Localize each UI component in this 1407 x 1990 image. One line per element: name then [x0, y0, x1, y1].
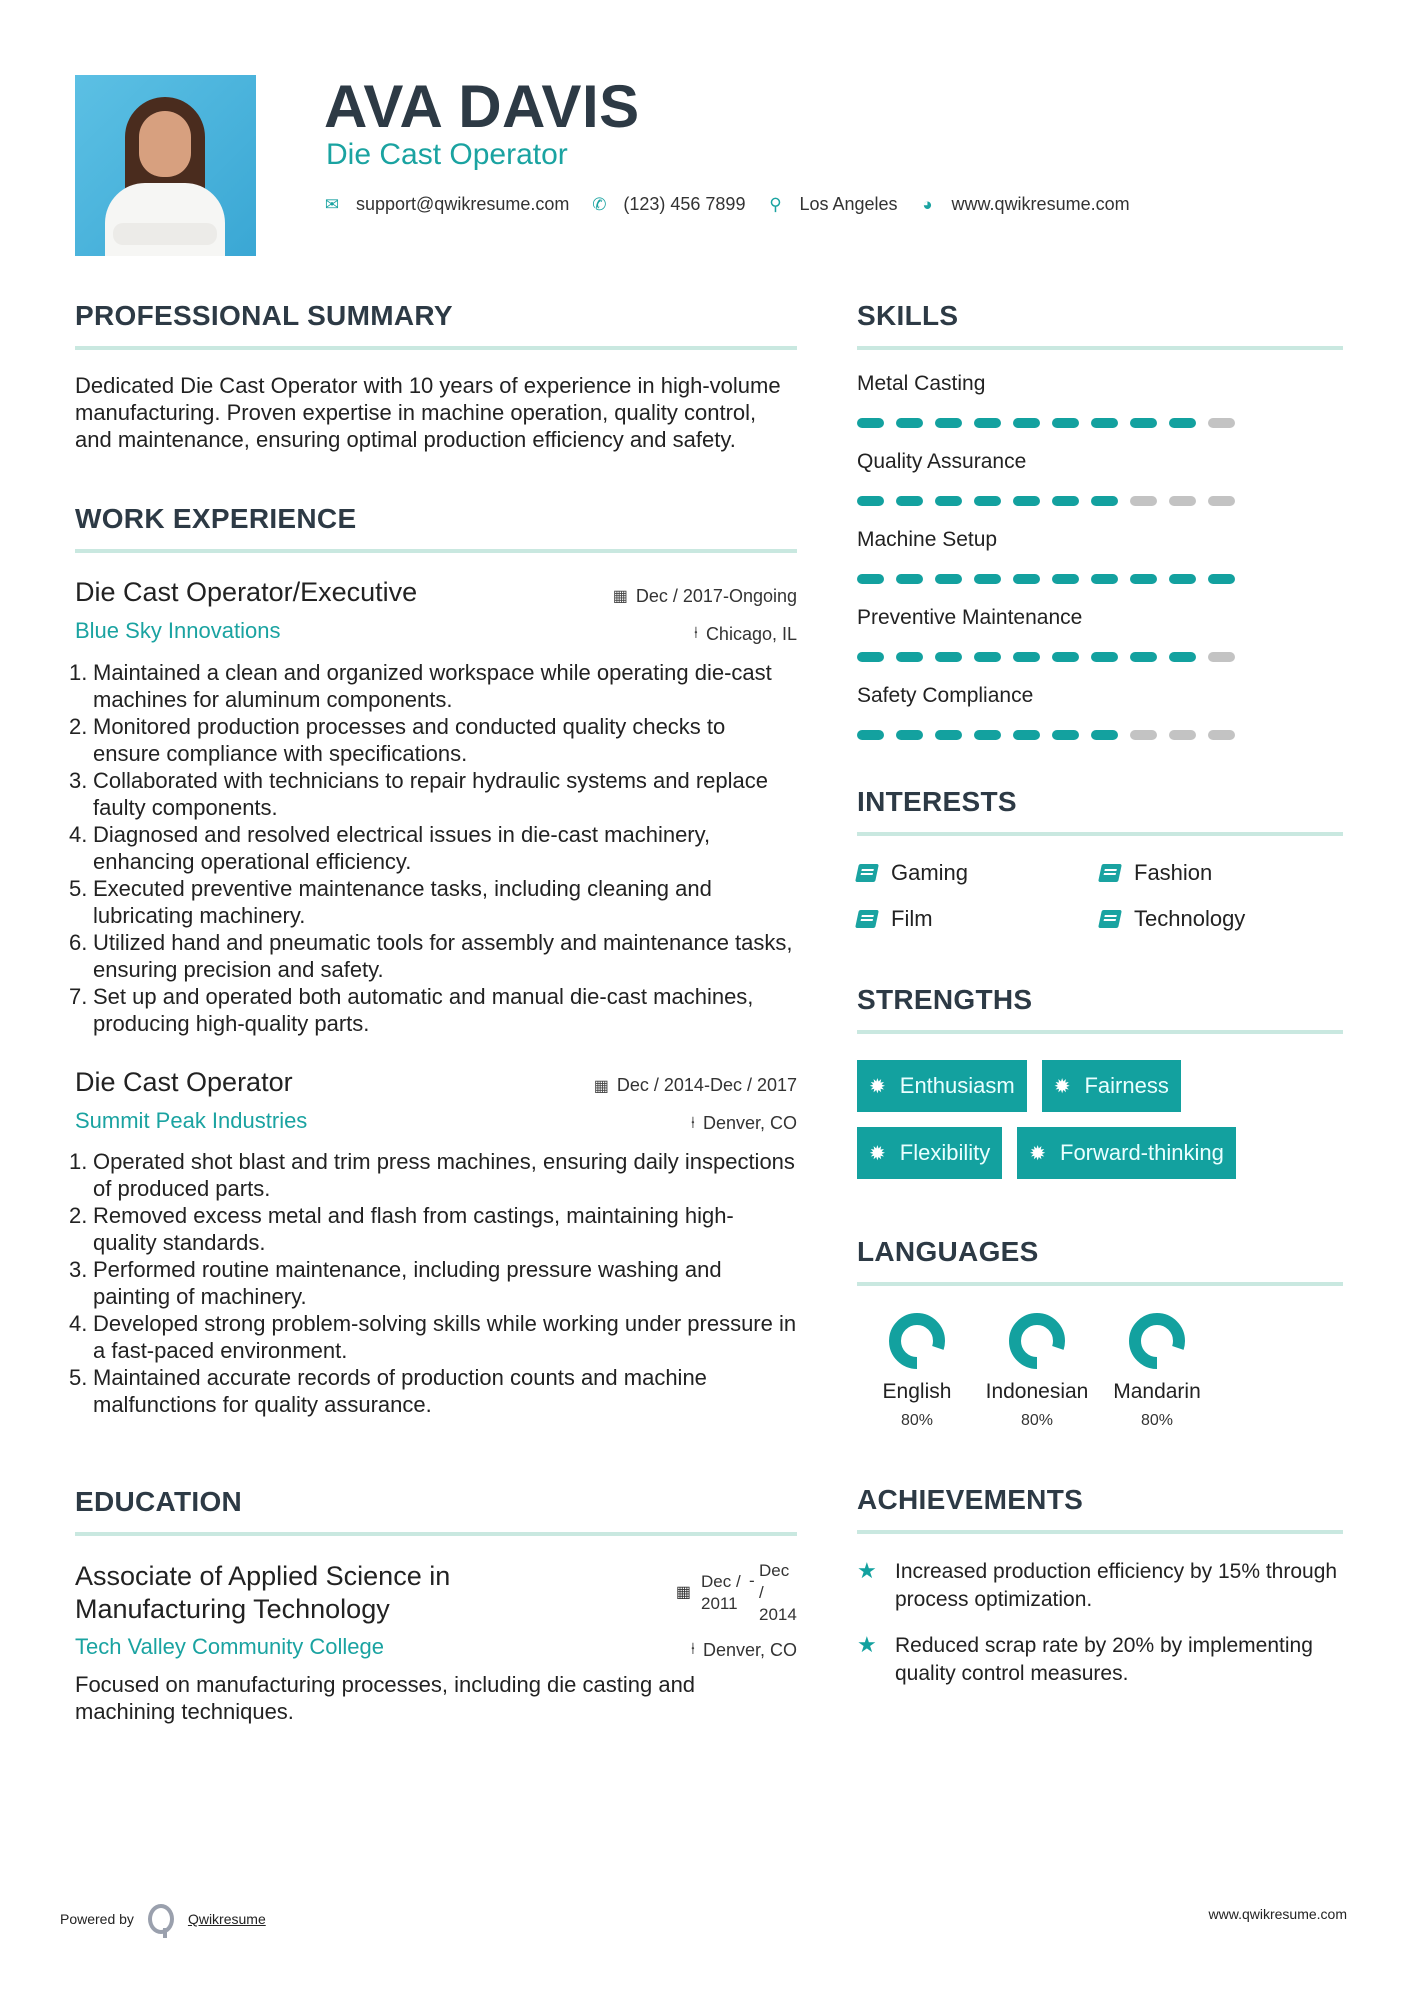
- job-date: ▦ Dec / 2017-Ongoing: [612, 585, 797, 606]
- rating-dot: [857, 418, 884, 428]
- contact-row: [324, 194, 1152, 215]
- brand-link[interactable]: Qwikresume: [187, 1911, 266, 1927]
- rating-dot: [1052, 418, 1079, 428]
- left-column: [75, 300, 797, 1725]
- skills-section: [857, 300, 1343, 740]
- edu-date: ▦ Dec / 2011 Dec / 2014 -: [675, 1561, 797, 1624]
- edu-degree: Associate of Applied Science in Manufacturing Technology: [75, 1561, 451, 1624]
- edu-school: Tech Valley Community College: [75, 1634, 384, 1659]
- language-name: Mandarin: [1113, 1380, 1201, 1403]
- interest-item: Fashion: [1100, 860, 1343, 886]
- rating-dot: [1013, 496, 1040, 506]
- rating-dot: [1052, 496, 1079, 506]
- language-name: Indonesian: [985, 1380, 1089, 1403]
- divider: [857, 1282, 1343, 1286]
- languages-heading: LANGUAGES: [857, 1236, 1039, 1267]
- rating-dot: [974, 418, 1001, 428]
- experience-heading: WORK EXPERIENCE: [75, 503, 357, 534]
- globe-icon: ◕: [922, 194, 933, 214]
- language-percent: 80%: [900, 1412, 934, 1429]
- right-column: [857, 300, 1343, 1688]
- skill-name: Metal Casting: [857, 372, 986, 395]
- list-item: Performed routine maintenance, including pressure washing and painting of machinery.: [93, 1257, 722, 1309]
- rating-dot: [935, 730, 962, 740]
- contact-phone[interactable]: ✆ (123) 456 7899: [592, 194, 746, 214]
- edu-location: ⍿ Denver, CO: [690, 1639, 797, 1660]
- divider: [857, 1030, 1343, 1034]
- rating-dot: [1091, 418, 1118, 428]
- strength-tag: ✹ Flexibility: [857, 1127, 1002, 1179]
- language-progress-ring: [1128, 1312, 1186, 1370]
- rating-dot: [857, 574, 884, 584]
- rating-dot: [935, 418, 962, 428]
- job-role: Die Cast Operator: [75, 1066, 293, 1097]
- divider: [857, 346, 1343, 350]
- list-item: Monitored production processes and conducted quality checks to ensure compliance with specifications.: [93, 713, 726, 766]
- interest-item: Technology: [1100, 906, 1343, 932]
- pin-icon: ⍿: [693, 625, 698, 642]
- book-icon: [855, 910, 879, 928]
- rating-dot: [1052, 574, 1079, 584]
- list-item: Maintained a clean and organized workspace while operating die-cast machines for aluminum components.: [93, 659, 772, 712]
- rating-dot: [1013, 730, 1040, 740]
- rating-dot: [1169, 418, 1196, 428]
- calendar-icon: ▦: [675, 1584, 691, 1601]
- summary-heading: PROFESSIONAL SUMMARY: [75, 300, 453, 331]
- contact-email[interactable]: ✉ support@qwikresume.com: [324, 194, 570, 214]
- divider: [75, 549, 797, 553]
- rating-dot: [1130, 496, 1157, 506]
- job-company: Summit Peak Industries: [75, 1107, 308, 1133]
- achievements-heading: ACHIEVEMENTS: [857, 1484, 1084, 1515]
- language-item: [857, 1312, 977, 1430]
- achievement-item: ★ Increased production efficiency by 15% through process optimization.: [857, 1558, 1343, 1614]
- job-duties: [75, 659, 797, 1037]
- rating-dot: [857, 652, 884, 662]
- book-icon: [855, 864, 879, 882]
- rating-dot: [1013, 574, 1040, 584]
- rating-dot: [1208, 418, 1235, 428]
- divider: [857, 1530, 1343, 1534]
- rating-dot: [1208, 652, 1235, 662]
- skill-item: [857, 606, 1343, 662]
- rating-dot: [974, 730, 1001, 740]
- badge-icon: ✹: [869, 1142, 886, 1165]
- rating-dot: [896, 496, 923, 506]
- rating-dot: [1052, 730, 1079, 740]
- list-item: Executed preventive maintenance tasks, including cleaning and lubricating machinery.: [93, 875, 712, 928]
- rating-dot: [1208, 496, 1235, 506]
- interest-item: Gaming: [857, 860, 1100, 886]
- rating-dot: [1091, 730, 1118, 740]
- rating-dot: [935, 496, 962, 506]
- rating-dot: [1130, 574, 1157, 584]
- strengths-section: [857, 984, 1343, 1194]
- rating-dot: [896, 652, 923, 662]
- job-location: ⍿ Chicago, IL: [693, 623, 797, 644]
- job-date: ▦ Dec / 2014-Dec / 2017: [593, 1075, 797, 1095]
- footer-powered-by: Powered by Qwikresume: [60, 1904, 266, 1934]
- rating-dot: [857, 730, 884, 740]
- profile-photo: [75, 75, 256, 256]
- language-progress-ring: [1008, 1312, 1066, 1370]
- list-item: Removed excess metal and flash from castings, maintaining high-quality standards.: [93, 1203, 734, 1255]
- divider: [857, 832, 1343, 836]
- rating-dot: [1130, 652, 1157, 662]
- star-icon: ★: [857, 1558, 877, 1583]
- skill-name: Safety Compliance: [857, 684, 1034, 707]
- rating-dot: [1130, 730, 1157, 740]
- list-item: Utilized hand and pneumatic tools for assembly and maintenance tasks, ensuring precision and safety.: [93, 929, 793, 982]
- language-item: [977, 1312, 1097, 1430]
- skill-rating: [857, 496, 1343, 506]
- edu-description: Focused on manufacturing processes, including die casting and machining techniques.: [75, 1671, 696, 1724]
- rating-dot: [1169, 730, 1196, 740]
- qwikresume-logo-icon: [148, 1904, 174, 1934]
- rating-dot: [857, 496, 884, 506]
- skill-rating: [857, 418, 1343, 428]
- badge-icon: ✹: [1029, 1142, 1046, 1165]
- summary-text: Dedicated Die Cast Operator with 10 years of experience in high-volume manufacturing. Proven expertise in machine operation, quality control, and maintenance, ensuring optimal production efficiency and safety.: [75, 373, 781, 452]
- achievements-section: [857, 1484, 1343, 1688]
- rating-dot: [974, 574, 1001, 584]
- candidate-title: Die Cast Operator: [326, 138, 568, 171]
- rating-dot: [935, 574, 962, 584]
- rating-dot: [1013, 418, 1040, 428]
- skill-rating: [857, 574, 1343, 584]
- rating-dot: [1091, 652, 1118, 662]
- rating-dot: [1169, 496, 1196, 506]
- job-duties: [75, 1148, 797, 1418]
- book-icon: [1098, 864, 1122, 882]
- contact-location: ⚲ Los Angeles: [769, 194, 898, 214]
- skill-rating: [857, 730, 1343, 740]
- summary-section: [75, 300, 797, 453]
- contact-website[interactable]: ◕ www.qwikresume.com: [920, 194, 1130, 215]
- rating-dot: [1130, 418, 1157, 428]
- rating-dot: [1091, 496, 1118, 506]
- skill-rating: [857, 652, 1343, 662]
- list-item: Set up and operated both automatic and manual die-cast machines, producing high-quality parts.: [93, 983, 754, 1036]
- rating-dot: [974, 652, 1001, 662]
- footer-website[interactable]: www.qwikresume.com: [1208, 1906, 1347, 1922]
- skill-name: Quality Assurance: [857, 450, 1027, 473]
- candidate-name: AVA DAVIS: [324, 73, 640, 140]
- strength-tag: ✹ Forward-thinking: [1017, 1127, 1236, 1179]
- skill-item: [857, 450, 1343, 506]
- list-item: Diagnosed and resolved electrical issues in die-cast machinery, enhancing operational efficiency.: [93, 821, 711, 874]
- job-role: Die Cast Operator/Executive: [75, 577, 418, 607]
- languages-section: [857, 1236, 1343, 1430]
- rating-dot: [974, 496, 1001, 506]
- interest-item: Film: [857, 906, 1100, 932]
- rating-dot: [1052, 652, 1079, 662]
- rating-dot: [1208, 730, 1235, 740]
- job-entry: [75, 1067, 797, 1419]
- rating-dot: [896, 730, 923, 740]
- skills-heading: SKILLS: [857, 300, 959, 331]
- badge-icon: ✹: [1053, 1075, 1071, 1098]
- experience-section: [75, 503, 797, 1418]
- book-icon: [1098, 910, 1122, 928]
- list-item: Operated shot blast and trim press machines, ensuring daily inspections of produced parts.: [93, 1149, 795, 1201]
- language-name: English: [882, 1380, 952, 1403]
- pin-icon: ⍿: [690, 1114, 695, 1132]
- strength-tag: ✹ Fairness: [1042, 1060, 1181, 1112]
- rating-dot: [1091, 574, 1118, 584]
- education-heading: EDUCATION: [75, 1486, 243, 1517]
- divider: [75, 1532, 797, 1536]
- rating-dot: [896, 574, 923, 584]
- divider: [75, 346, 797, 350]
- job-location: ⍿ Denver, CO: [690, 1113, 797, 1133]
- achievement-item: ★ Reduced scrap rate by 20% by implementing quality control measures.: [857, 1632, 1343, 1688]
- list-item: Maintained accurate records of production counts and machine malfunctions for quality assurance.: [93, 1365, 707, 1417]
- map-pin-icon: ⚲: [769, 194, 782, 214]
- rating-dot: [1169, 574, 1196, 584]
- language-percent: 80%: [1140, 1412, 1174, 1429]
- pin-icon: ⍿: [690, 1641, 695, 1658]
- strength-tag: ✹ Enthusiasm: [857, 1060, 1027, 1112]
- skill-name: Machine Setup: [857, 528, 998, 551]
- rating-dot: [935, 652, 962, 662]
- envelope-icon: ✉: [324, 194, 340, 214]
- skill-item: [857, 372, 1343, 428]
- calendar-icon: ▦: [612, 588, 628, 605]
- job-entry: [75, 577, 797, 1037]
- calendar-icon: ▦: [593, 1077, 609, 1095]
- star-icon: ★: [857, 1632, 877, 1657]
- rating-dot: [1169, 652, 1196, 662]
- interests-section: [857, 786, 1343, 932]
- rating-dot: [896, 418, 923, 428]
- list-item: Developed strong problem-solving skills while working under pressure in a fast-paced environment.: [93, 1311, 797, 1363]
- skill-item: [857, 684, 1343, 740]
- phone-icon: ✆: [592, 194, 607, 214]
- list-item: Collaborated with technicians to repair hydraulic systems and replace faulty components.: [93, 767, 769, 820]
- language-item: [1097, 1312, 1217, 1430]
- interests-heading: INTERESTS: [857, 786, 1017, 817]
- skill-name: Preventive Maintenance: [857, 606, 1083, 629]
- skill-item: [857, 528, 1343, 584]
- rating-dot: [1013, 652, 1040, 662]
- language-progress-ring: [888, 1312, 946, 1370]
- education-section: [75, 1486, 797, 1725]
- rating-dot: [1208, 574, 1235, 584]
- job-company: Blue Sky Innovations: [75, 618, 281, 643]
- language-percent: 80%: [1020, 1412, 1054, 1429]
- strengths-heading: STRENGTHS: [857, 984, 1033, 1015]
- badge-icon: ✹: [869, 1075, 886, 1098]
